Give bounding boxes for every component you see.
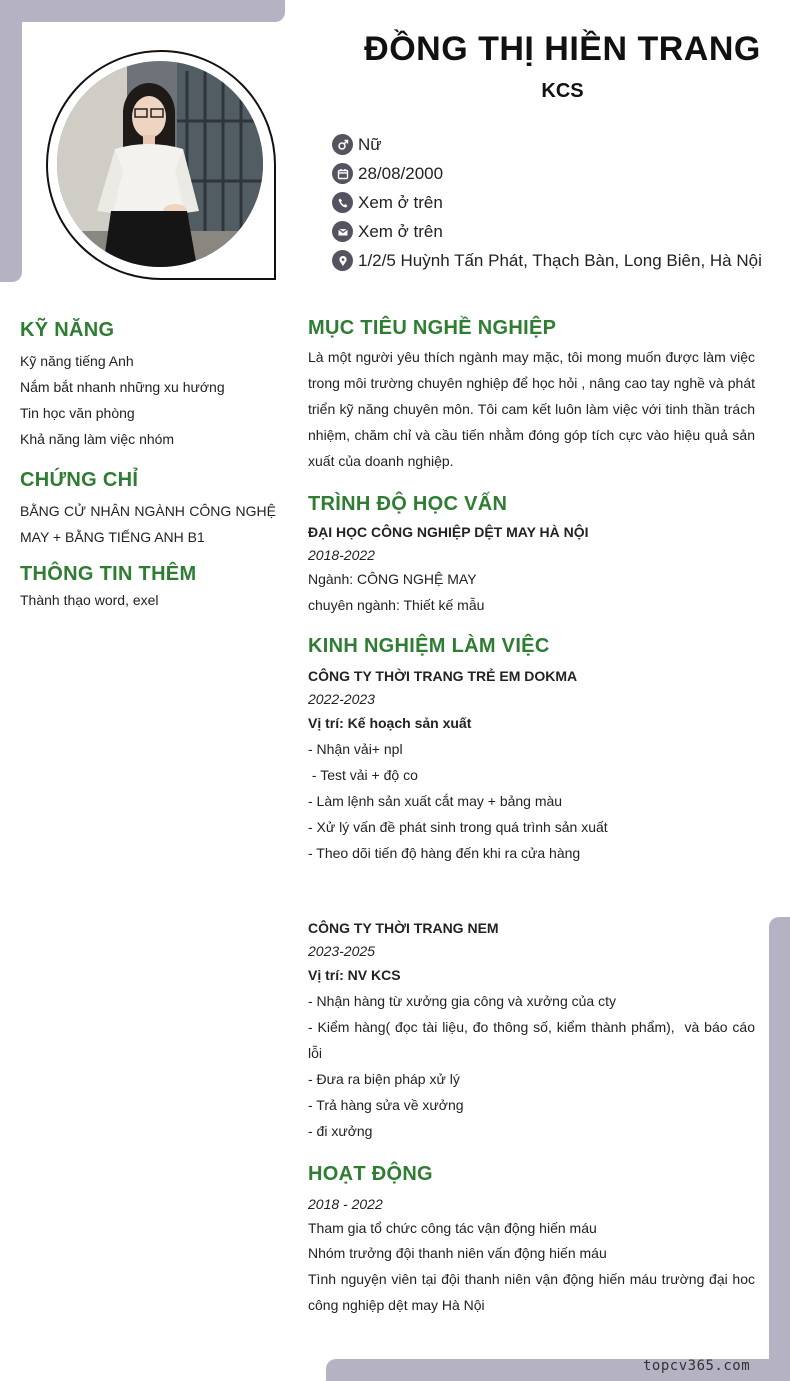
phone-text: Xem ở trên xyxy=(358,192,443,212)
skills-list xyxy=(20,348,276,452)
job-position: Vị trí: Kế hoạch sản xuất xyxy=(308,715,472,731)
certificates-title: CHỨNG CHỈ xyxy=(20,469,139,491)
job-task: - Nhận hàng từ xưởng gia công và xưởng của cty xyxy=(308,993,616,1009)
job-period: 2023-2025 xyxy=(308,943,375,959)
certificates-text: BẰNG CỬ NHÂN NGÀNH CÔNG NGHỆ MAY + BẰNG TIẾNG ANH B1 xyxy=(20,503,276,545)
phone-icon xyxy=(332,192,353,213)
contact-phone xyxy=(332,188,787,217)
contact-birthday xyxy=(332,159,787,188)
decor-left-bar xyxy=(0,0,22,282)
job-company: CÔNG TY THỜI TRANG NEM xyxy=(308,920,499,936)
mail-icon xyxy=(332,221,353,242)
job-entry xyxy=(308,664,755,866)
candidate-name: ĐỒNG THỊ HIỀN TRANG xyxy=(364,30,761,68)
job-company: CÔNG TY THỜI TRANG TRẺ EM DOKMA xyxy=(308,668,578,684)
job-task: - Theo dõi tiến độ hàng đến khi ra cửa hàng xyxy=(308,845,581,861)
job-task: - Trả hàng sửa về xưởng xyxy=(308,1097,464,1113)
decor-right-bar xyxy=(769,917,790,1381)
job-title: KCS xyxy=(541,80,584,102)
left-column xyxy=(20,316,276,612)
job-task: - đi xưởng xyxy=(308,1123,373,1139)
calendar-icon xyxy=(332,163,353,184)
job-position: Vị trí: NV KCS xyxy=(308,967,401,983)
education-title: TRÌNH ĐỘ HỌC VẤN xyxy=(308,493,508,515)
education-school: ĐẠI HỌC CÔNG NGHIỆP DỆT MAY HÀ NỘI xyxy=(308,524,589,540)
job-task: - Kiểm hàng( đọc tài liệu, đo thông số, kiểm thành phẩm), và báo cáo lỗi xyxy=(308,1019,759,1061)
decor-top-bar xyxy=(0,0,285,22)
skill-item: Kỹ năng tiếng Anh xyxy=(20,353,134,369)
email-text: Xem ở trên xyxy=(358,221,443,241)
contact-list xyxy=(332,130,787,275)
contact-gender xyxy=(332,130,787,159)
skills-title: KỸ NĂNG xyxy=(20,319,115,341)
education-period: 2018-2022 xyxy=(308,547,375,563)
contact-address xyxy=(332,246,787,275)
gender-text: Nữ xyxy=(358,134,382,154)
activity-item: Tình nguyện viên tại đội thanh niên vận động hiến máu trường đại hoc công nghiệp dệt may Hà Nội xyxy=(308,1271,755,1313)
birthday-text: 28/08/2000 xyxy=(358,163,444,183)
skill-item: Khả năng làm việc nhóm xyxy=(20,431,175,447)
contact-email xyxy=(332,217,787,246)
education-major: Ngành: CÔNG NGHỆ MAY xyxy=(308,571,477,587)
education-specialization: chuyên ngành: Thiết kế mẫu xyxy=(308,597,485,613)
watermark-text: topcv365.com xyxy=(643,1358,751,1374)
location-pin-icon xyxy=(332,250,353,271)
experience-title: KINH NGHIỆM LÀM VIỆC xyxy=(308,635,550,657)
extra-info-title: THÔNG TIN THÊM xyxy=(20,563,197,585)
skill-item: Tin học văn phòng xyxy=(20,405,135,421)
skill-item: Nắm bắt nhanh những xu hướng xyxy=(20,379,225,395)
job-task: - Nhận vải+ npl xyxy=(308,741,403,757)
activities-title: HOẠT ĐỘNG xyxy=(308,1163,433,1185)
job-task: - Làm lệnh sản xuất cắt may + bảng màu xyxy=(308,793,563,809)
job-period: 2022-2023 xyxy=(308,691,375,707)
avatar xyxy=(57,61,263,267)
gender-icon xyxy=(332,134,353,155)
extra-info-text: Thành thạo word, exel xyxy=(20,592,159,608)
objective-text: Là một người yêu thích ngành may mặc, tôi mong muốn được làm việc trong môi trường chuyên nghiệp để học hỏi , nâng cao tay nghề và phát triển kỹ năng chuyên môn. Tôi cam kết luôn làm việc với tinh thần trách nhiệm, chăm chỉ và cầu tiến nhằm đóng góp tích cực vào hiệu quả sản xuất của doanh nghiệp. xyxy=(308,349,755,469)
job-task: - Xử lý vấn đề phát sinh trong quá trình sản xuất xyxy=(308,819,608,835)
activity-item: Tham gia tổ chức công tác vận động hiến máu xyxy=(308,1220,597,1236)
job-entry xyxy=(308,916,759,1144)
job-task: - Đưa ra biện pháp xử lý xyxy=(308,1071,460,1087)
activities-period: 2018 - 2022 xyxy=(308,1196,383,1212)
objective-title: MỤC TIÊU NGHỀ NGHIỆP xyxy=(308,317,557,339)
job-task: - Test vải + độ co xyxy=(308,767,418,783)
right-column xyxy=(308,314,759,1318)
address-text: 1/2/5 Huỳnh Tấn Phát, Thạch Bàn, Long Biên, Hà Nội xyxy=(358,250,762,270)
activity-item: Nhóm trưởng đội thanh niên vấn động hiến máu xyxy=(308,1245,607,1261)
